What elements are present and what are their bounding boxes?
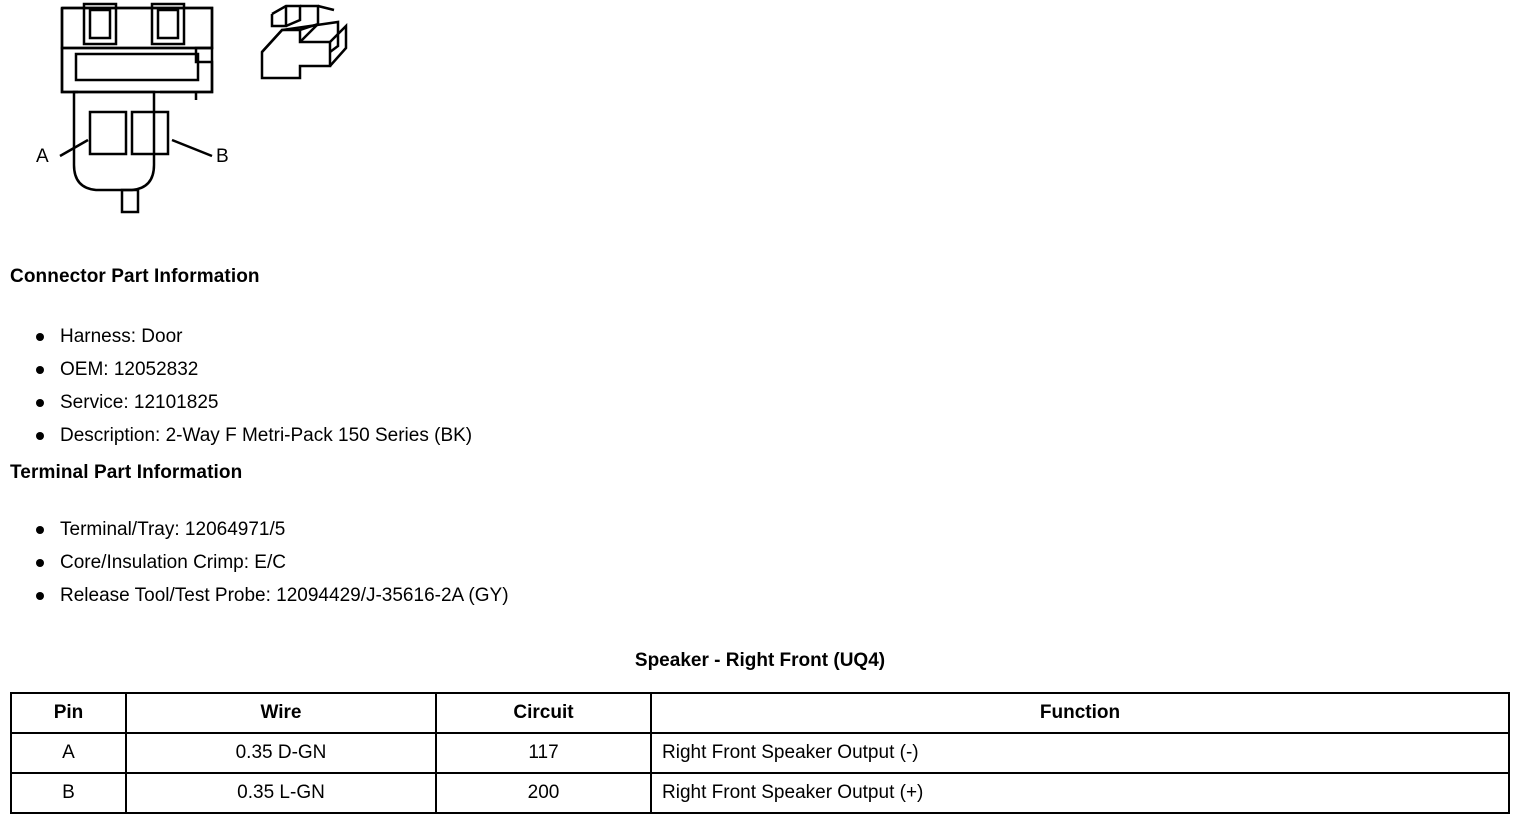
illustration-label-a: A — [36, 146, 49, 167]
bullet-icon — [36, 432, 44, 440]
column-header-circuit: Circuit — [436, 693, 651, 733]
connector-part-information-list — [30, 320, 472, 452]
bullet-icon — [36, 526, 44, 534]
table-header-row — [11, 693, 1509, 733]
table-row — [11, 733, 1509, 773]
list-item — [30, 320, 472, 353]
table-row — [11, 773, 1509, 813]
list-item — [30, 546, 509, 579]
list-item-label: Terminal/Tray: 12064971/5 — [60, 519, 286, 540]
column-header-wire: Wire — [126, 693, 436, 733]
column-header-pin: Pin — [11, 693, 126, 733]
pin-table — [10, 692, 1510, 814]
bullet-icon — [36, 592, 44, 600]
list-item-label: Service: 12101825 — [60, 392, 219, 413]
list-item — [30, 579, 509, 612]
list-item-label: OEM: 12052832 — [60, 359, 199, 380]
pin-table-title: Speaker - Right Front (UQ4) — [634, 650, 886, 671]
connector-illustration — [0, 0, 420, 240]
terminal-part-information-list — [30, 513, 509, 612]
cell-function: Right Front Speaker Output (+) — [651, 773, 1509, 813]
cell-pin: B — [11, 773, 126, 813]
column-header-function: Function — [651, 693, 1509, 733]
illustration-label-b: B — [216, 146, 229, 167]
list-item-label: Description: 2-Way F Metri-Pack 150 Series (BK) — [60, 425, 473, 446]
list-item-label: Core/Insulation Crimp: E/C — [60, 552, 286, 573]
connector-diagram-svg — [0, 0, 420, 240]
list-item — [30, 419, 472, 452]
terminal-part-information-heading: Terminal Part Information — [10, 462, 243, 483]
list-item-label: Release Tool/Test Probe: 12094429/J-35616-2A (GY) — [60, 585, 509, 606]
cell-wire: 0.35 L-GN — [126, 773, 436, 813]
cell-circuit: 117 — [436, 733, 651, 773]
connector-part-information-heading: Connector Part Information — [10, 266, 260, 287]
terminal-detail-drawing — [262, 6, 346, 78]
list-item — [30, 353, 472, 386]
bullet-icon — [36, 399, 44, 407]
cell-function: Right Front Speaker Output (-) — [651, 733, 1509, 773]
list-item-label: Harness: Door — [60, 326, 183, 347]
bullet-icon — [36, 366, 44, 374]
cell-pin: A — [11, 733, 126, 773]
list-item — [30, 386, 472, 419]
bullet-icon — [36, 333, 44, 341]
list-item — [30, 513, 509, 546]
cell-wire: 0.35 D-GN — [126, 733, 436, 773]
bullet-icon — [36, 559, 44, 567]
cell-circuit: 200 — [436, 773, 651, 813]
